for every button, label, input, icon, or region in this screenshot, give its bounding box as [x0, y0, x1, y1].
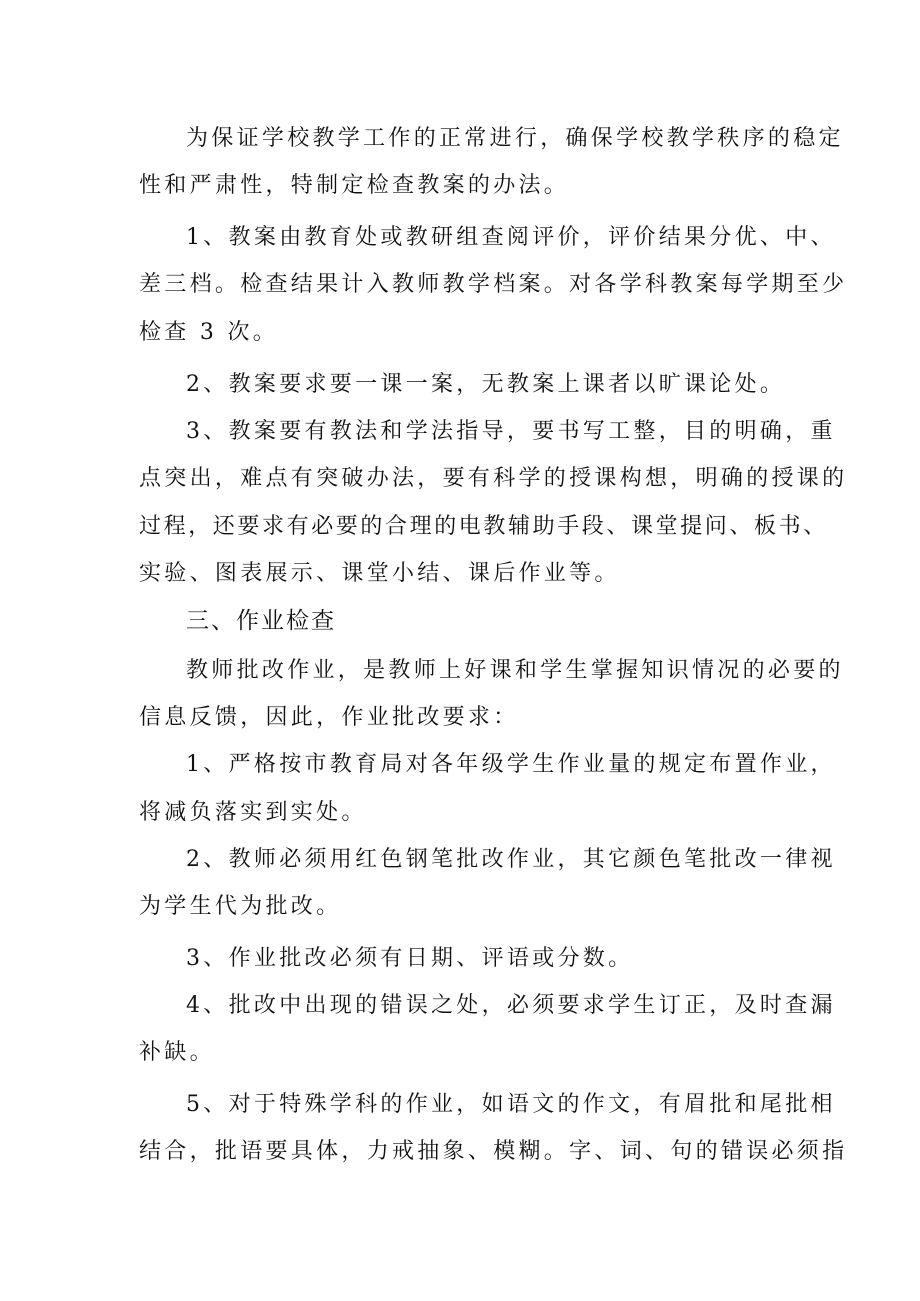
homework-item-4-line-1: 4、批改中出现的错误之处，必须要求学生订正，及时查漏 — [186, 993, 836, 1018]
homework-item-5-line-1: 5、对于特殊学科的作业，如语文的作文，有眉批和尾批相 — [186, 1092, 836, 1117]
item-1-line-2: 差三档。检查结果计入教师教学档案。对各学科教案每学期至少 — [139, 272, 848, 297]
item-3-line-1: 3、教案要有教法和学法指导，要书写工整，目的明确，重 — [186, 419, 836, 444]
section-heading-homework-check: 三、作业检查 — [186, 608, 336, 634]
homework-item-5-line-2: 结合，批语要具体，力戒抽象、模糊。字、词、句的错误必须指 — [139, 1139, 848, 1164]
homework-item-1-line-1: 1、严格按市教育局对各年级学生作业量的规定布置作业， — [186, 752, 836, 777]
homework-item-2-line-1: 2、教师必须用红色钢笔批改作业，其它颜色笔批改一律视 — [186, 847, 836, 872]
homework-intro-line-2: 信息反馈，因此，作业批改要求： — [139, 705, 519, 730]
paragraph-intro-line-1: 为保证学校教学工作的正常进行，确保学校教学秩序的稳定 — [186, 126, 844, 151]
item-2-line-1: 2、教案要求要一课一案，无教案上课者以旷课论处。 — [186, 372, 786, 397]
homework-intro-line-1: 教师批改作业，是教师上好课和学生掌握知识情况的必要的 — [186, 658, 844, 683]
homework-item-4-line-2: 补缺。 — [139, 1040, 215, 1065]
item-3-line-3: 过程，还要求有必要的合理的电教辅助手段、课堂提问、板书、 — [139, 514, 828, 539]
homework-item-2-line-2: 为学生代为批改。 — [139, 894, 342, 919]
item-3-line-4: 实验、图表展示、课堂小结、课后作业等。 — [139, 561, 620, 586]
item-3-line-2: 点突出，难点有突破办法，要有科学的授课构想，明确的授课的 — [139, 466, 848, 491]
item-1-line-1: 1、教案由教育处或教研组查阅评价，评价结果分优、中、 — [186, 225, 836, 250]
homework-item-1-line-2: 将减负落实到实处。 — [139, 800, 367, 825]
item-1-line-3: 检查 3 次。 — [139, 320, 279, 345]
homework-item-3-line-1: 3、作业批改必须有日期、评语或分数。 — [186, 946, 634, 971]
paragraph-intro-line-2: 性和严肃性，特制定检查教案的办法。 — [139, 173, 570, 198]
